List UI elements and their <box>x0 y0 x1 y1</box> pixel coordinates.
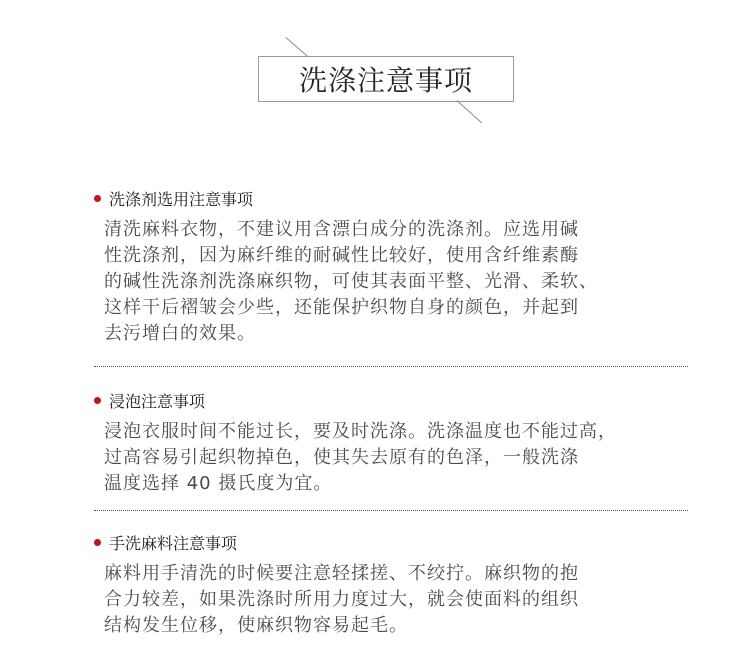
section-heading-text: 洗涤剂选用注意事项 <box>109 189 254 209</box>
paragraph-line: 性洗涤剂，因为麻纤维的耐碱性比较好，使用含纤维素酶 <box>104 245 579 266</box>
bullet-icon <box>94 195 101 202</box>
page-title: 洗涤注意事项 <box>298 64 473 97</box>
section-heading <box>94 187 690 209</box>
bullet-icon <box>94 539 101 546</box>
title-decoration-line-top <box>285 37 308 57</box>
section-paragraph <box>94 217 690 347</box>
section-handwash <box>94 531 690 639</box>
section-heading <box>94 531 690 553</box>
section-heading <box>94 389 690 411</box>
paragraph-line: 浸泡衣服时间不能过长，要及时洗涤。洗涤温度也不能过高， <box>104 421 617 442</box>
bullet-icon <box>94 397 101 404</box>
section-divider <box>94 366 688 367</box>
paragraph-line: 温度选择 40 摄氏度为宜。 <box>104 473 333 494</box>
paragraph-line: 麻料用手清洗的时候要注意轻揉搓、不绞拧。麻织物的抱 <box>104 563 579 584</box>
section-detergent <box>94 187 690 347</box>
section-paragraph <box>94 419 690 497</box>
paragraph-line: 这样干后褶皱会少些，还能保护织物自身的颜色，并起到 <box>104 297 579 318</box>
section-divider <box>94 510 688 511</box>
section-soaking <box>94 389 690 497</box>
paragraph-line: 的碱性洗涤剂洗涤麻织物，可使其表面平整、光滑、柔软、 <box>104 271 598 292</box>
section-paragraph <box>94 561 690 639</box>
section-heading-text: 浸泡注意事项 <box>109 391 206 411</box>
title-box <box>258 56 514 102</box>
paragraph-line: 去污增白的效果。 <box>104 323 256 344</box>
section-heading-text: 手洗麻料注意事项 <box>109 533 238 553</box>
paragraph-line: 合力较差，如果洗涤时所用力度过大，就会使面料的组织 <box>104 589 579 610</box>
paragraph-line: 结构发生位移，使麻织物容易起毛。 <box>104 615 408 636</box>
title-decoration-line-bottom <box>456 100 482 123</box>
paragraph-line: 清洗麻料衣物，不建议用含漂白成分的洗涤剂。应选用碱 <box>104 219 579 240</box>
paragraph-line: 过高容易引起织物掉色，使其失去原有的色泽，一般洗涤 <box>104 447 579 468</box>
